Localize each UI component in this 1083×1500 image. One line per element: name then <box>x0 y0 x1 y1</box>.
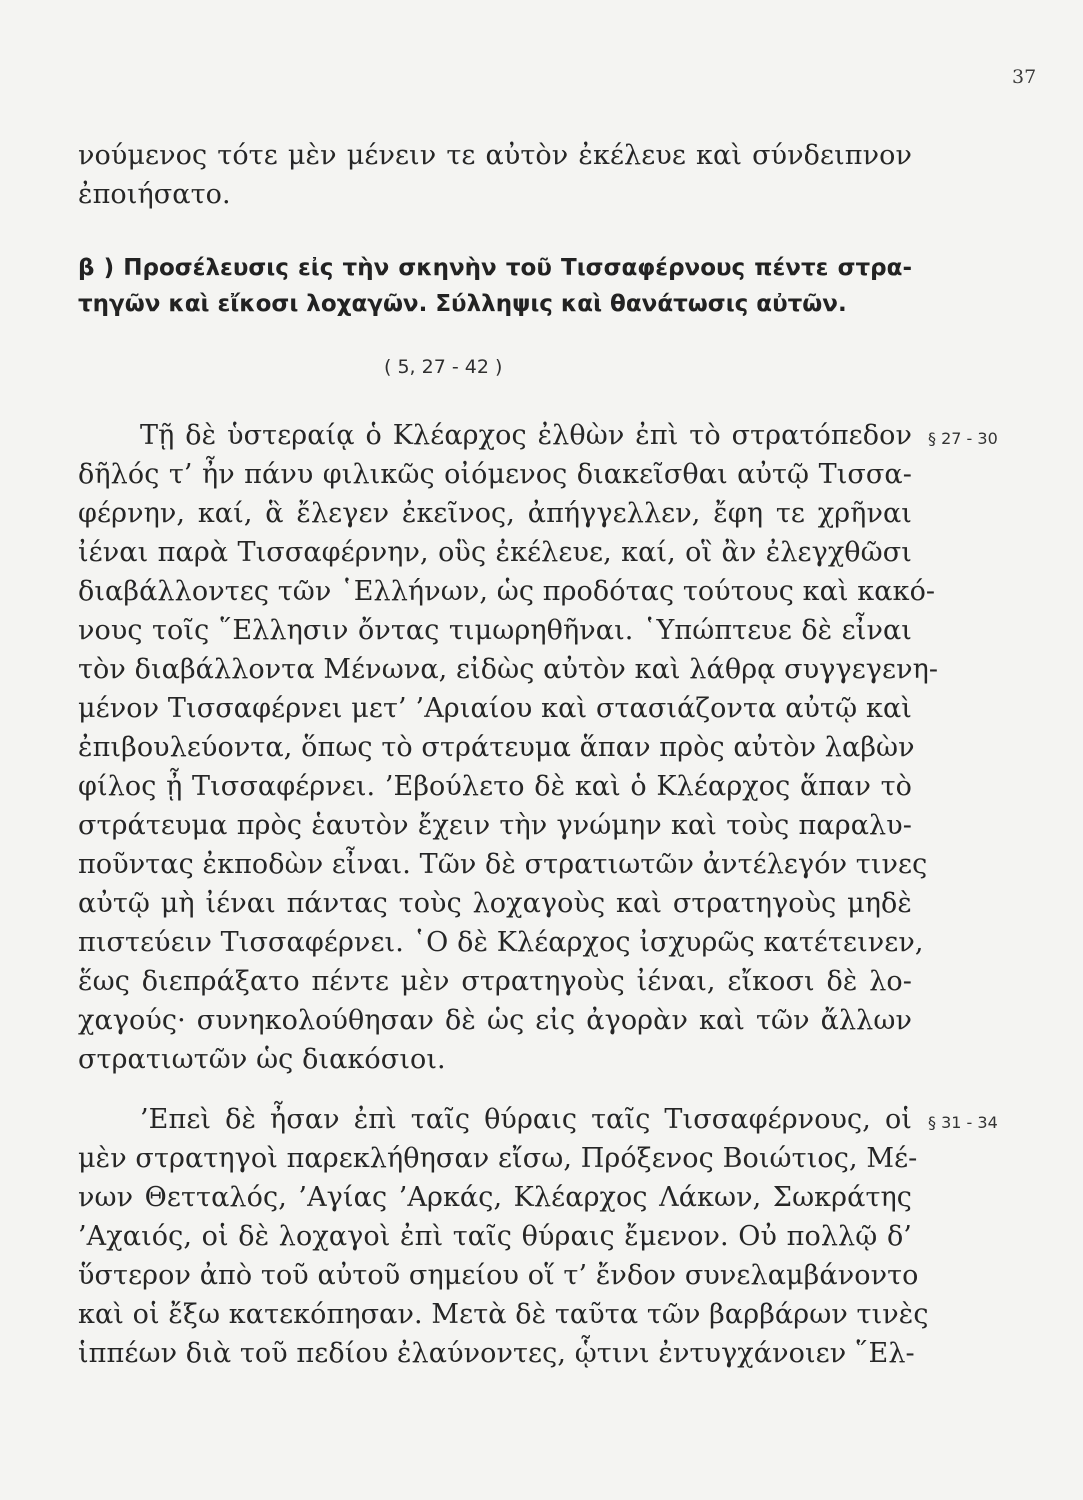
page-number: 37 <box>1012 66 1037 88</box>
paragraph-line: διαβάλλοντες τῶν ῾Ελλήνων, ὡς προδότας τούτους καὶ κακό- <box>78 576 936 607</box>
paragraph-line: ἰέναι παρὰ Τισσαφέρνην, οὓς ἐκέλευε, καί, οἳ ἂν ἐλεγχθῶσι <box>78 537 912 568</box>
paragraph-line: πιστεύειν Τισσαφέρνει. ῾Ο δὲ Κλέαρχος ἰσχυρῶς κατέτεινεν, <box>78 927 924 958</box>
paragraph-line: δῆλός τ’ ἦν πάνυ φιλικῶς οἰόμενος διακεῖσθαι αὐτῷ Τισσα- <box>78 459 912 490</box>
section-heading-line: τηγῶν καὶ εἴκοσι λοχαγῶν. Σύλληψις καὶ θανάτωσις αὐτῶν. <box>78 291 847 317</box>
intro-line: ἐποιήσατο. <box>78 179 231 210</box>
paragraph-line: τὸν διαβάλλοντα Μένωνα, εἰδὼς αὐτὸν καὶ λάθρᾳ συγγεγενη- <box>78 654 939 685</box>
paragraph-line: ποῦντας ἐκποδὼν εἶναι. Τῶν δὲ στρατιωτῶν ἀντέλεγόν τινες <box>78 849 928 880</box>
paragraph-line: στράτευμα πρὸς ἑαυτὸν ἔχειν τὴν γνώμην καὶ τοὺς παραλυ- <box>78 810 912 841</box>
paragraph-line: μένον Τισσαφέρνει μετ’ ’Αριαίου καὶ στασιάζοντα αὐτῷ καὶ <box>78 693 912 724</box>
paragraph-line: φίλος ᾖ Τισσαφέρνει. ’Εβούλετο δὲ καὶ ὁ Κλέαρχος ἅπαν τὸ <box>78 771 912 802</box>
paragraph-line: ἕως διεπράξατο πέντε μὲν στρατηγοὺς ἰέναι, εἴκοσι δὲ λο- <box>78 966 912 997</box>
paragraph-line: στρατιωτῶν ὡς διακόσιοι. <box>78 1044 446 1075</box>
paragraph-line: μὲν στρατηγοὶ παρεκλήθησαν εἴσω, Πρόξενος Βοιώτιος, Μέ- <box>78 1143 918 1174</box>
margin-note: § 31 - 34 <box>928 1113 998 1132</box>
paragraph-line: αὐτῷ μὴ ἰέναι πάντας τοὺς λοχαγοὺς καὶ στρατηγοὺς μηδὲ <box>78 888 912 919</box>
paragraph-line: νους τοῖς ῞Ελλησιν ὄντας τιμωρηθῆναι. ῾Υπώπτευε δὲ εἶναι <box>78 615 912 646</box>
paragraph-line: Τῇ δὲ ὑστεραίᾳ ὁ Κλέαρχος ἐλθὼν ἐπὶ τὸ στρατόπεδον <box>140 420 912 451</box>
paragraph-line: ’Επεὶ δὲ ἦσαν ἐπὶ ταῖς θύραις ταῖς Τισσαφέρνους, οἱ <box>140 1104 912 1135</box>
paragraph-line: χαγούς· συνηκολούθησαν δὲ ὡς εἰς ἀγορὰν καὶ τῶν ἄλλων <box>78 1005 912 1036</box>
intro-line: νούμενος τότε μὲν μένειν τε αὐτὸν ἐκέλευε καὶ σύνδειπνον <box>78 140 912 171</box>
section-heading-line: β ) Προσέλευσις εἰς τὴν σκηνὴν τοῦ Τισσαφέρνους πέντε στρα- <box>78 255 912 281</box>
paragraph-line: ὕστερον ἀπὸ τοῦ αὐτοῦ σημείου οἵ τ’ ἔνδον συνελαμβάνοντο <box>78 1260 919 1291</box>
paragraph-line: φέρνην, καί, ἃ ἔλεγεν ἐκεῖνος, ἀπήγγελλεν, ἔφη τε χρῆναι <box>78 498 912 529</box>
paragraph-line: ἱππέων διὰ τοῦ πεδίου ἐλαύνοντες, ᾧτινι ἐντυγχάνοιεν ῞Ελ- <box>78 1338 915 1369</box>
paragraph-line: καὶ οἱ ἔξω κατεκόπησαν. Μετὰ δὲ ταῦτα τῶν βαρβάρων τινὲς <box>78 1299 929 1330</box>
paragraph-line: ἐπιβουλεύοντα, ὅπως τὸ στράτευμα ἅπαν πρὸς αὐτὸν λαβὼν <box>78 732 915 763</box>
margin-note: § 27 - 30 <box>928 429 998 448</box>
paragraph-line: νων Θετταλός, ’Αγίας ’Αρκάς, Κλέαρχος Λάκων, Σωκράτης <box>78 1182 912 1213</box>
section-reference: ( 5, 27 - 42 ) <box>384 356 503 378</box>
paragraph-line: ’Αχαιός, οἱ δὲ λοχαγοὶ ἐπὶ ταῖς θύραις ἔμενον. Οὐ πολλῷ δ’ <box>78 1221 912 1252</box>
